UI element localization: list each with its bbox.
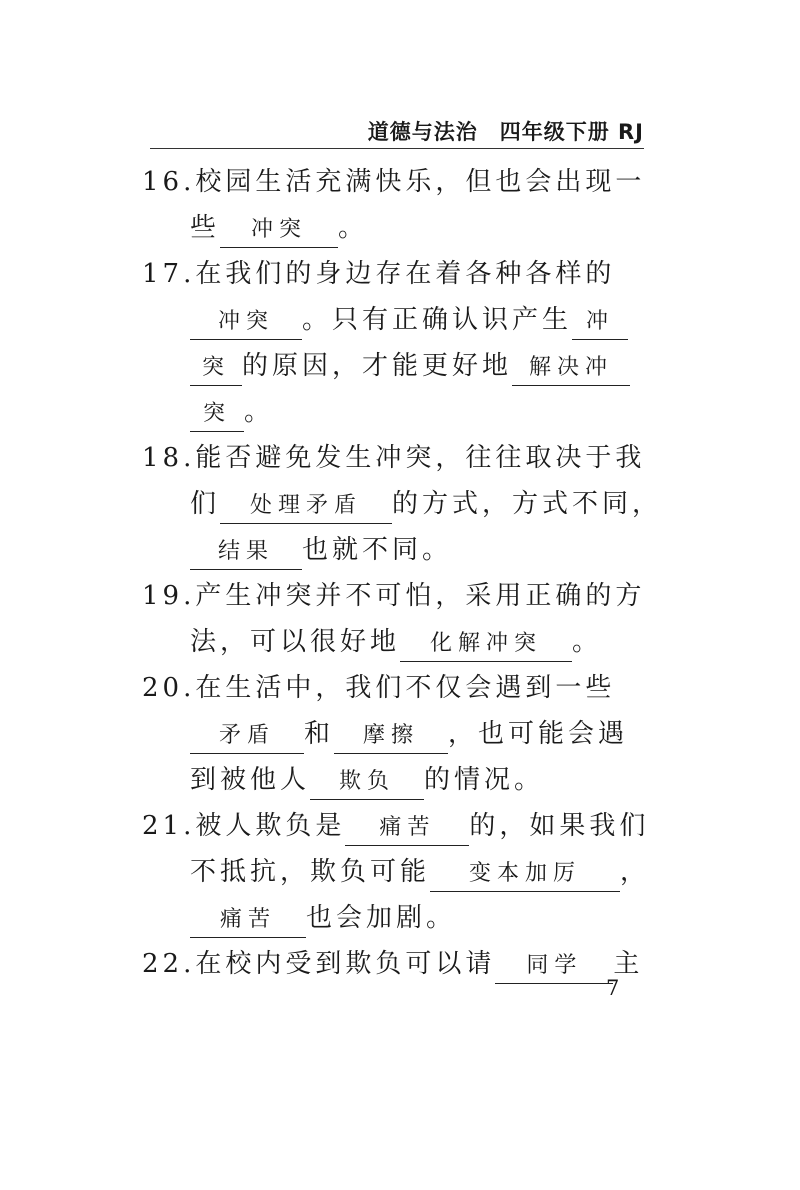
q18-text-2: 们 <box>190 489 221 519</box>
q20-answer-1: 矛盾 <box>190 719 304 754</box>
q18-line-2 <box>190 484 663 524</box>
q20-answer-3: 欺负 <box>310 765 424 800</box>
q20-text-5: 的情况。 <box>424 765 545 795</box>
q21-text: 被人欺负是 <box>195 811 346 841</box>
q20-text-4: 到被他人 <box>190 765 311 795</box>
q19-number: 19. <box>142 581 196 611</box>
q17-answer-2b: 突 <box>190 351 242 386</box>
q22-text: 在校内受到欺负可以请 <box>195 949 496 979</box>
q19-line-1 <box>142 576 646 616</box>
q22-number: 22. <box>142 949 196 979</box>
q21-line-3 <box>190 898 646 938</box>
q22-answer-1: 同学 <box>495 949 613 984</box>
q18-line-3 <box>190 530 646 570</box>
q19-line-2 <box>190 622 646 662</box>
q16-text: 校园生活充满快乐，但也会出现一 <box>195 167 646 197</box>
q16-text-3: 。 <box>338 213 369 243</box>
q21-text-5: 也会加剧。 <box>306 903 457 933</box>
header-title: 道德与法治 四年级下册 RJ <box>367 120 644 144</box>
q17-line-3 <box>190 346 646 386</box>
q21-text-2: 的，如果我们 <box>469 811 650 841</box>
q20-line-2 <box>190 714 646 754</box>
q20-number: 20. <box>142 673 196 703</box>
q17-line-4 <box>190 392 646 432</box>
q21-answer-1: 痛苦 <box>345 811 469 846</box>
q21-answer-3: 痛苦 <box>190 903 306 938</box>
q17-line-2 <box>190 300 646 340</box>
q17-line-1 <box>142 254 616 294</box>
q18-text-3: 的方式，方式不同， <box>392 489 663 519</box>
q20-text-3: ，也可能会遇 <box>448 719 629 749</box>
q19-answer-1: 化解冲突 <box>400 627 572 662</box>
q17-answer-1: 冲突 <box>190 305 302 340</box>
q16-line-2 <box>190 208 646 248</box>
q17-text-3: 的原因，才能更好地 <box>242 351 513 381</box>
q21-text-4: ， <box>620 857 651 887</box>
q20-line-1 <box>142 668 616 708</box>
q16-text-2: 些 <box>190 213 221 243</box>
q19-text-2: 法，可以很好地 <box>190 627 401 657</box>
q18-text-4: 也就不同。 <box>302 535 453 565</box>
q17-text: 在我们的身边存在着各种各样的 <box>195 259 616 289</box>
q20-line-3 <box>190 760 646 800</box>
q17-text-2: 。只有正确认识产生 <box>302 305 573 335</box>
q21-answer-2: 变本加厉 <box>430 857 620 892</box>
q19-text-3: 。 <box>572 627 603 657</box>
q17-answer-3b: 突 <box>190 397 244 432</box>
q22-text-2: 主 <box>613 949 644 979</box>
q17-answer-3a: 解决冲 <box>512 351 630 386</box>
q16-number: 16. <box>142 167 196 197</box>
q18-answer-1: 处理矛盾 <box>220 489 392 524</box>
q20-text: 在生活中，我们不仅会遇到一些 <box>195 673 616 703</box>
q20-answer-2: 摩擦 <box>334 719 448 754</box>
q18-number: 18. <box>142 443 196 473</box>
q18-answer-2: 结果 <box>190 535 302 570</box>
q21-line-1 <box>142 806 650 846</box>
q21-line-2 <box>190 852 651 892</box>
page-number: 7 <box>606 976 620 1000</box>
q22-line-1 <box>142 944 644 984</box>
q21-text-3: 不抵抗，欺负可能 <box>190 857 431 887</box>
q18-line-1 <box>142 438 646 478</box>
q17-number: 17. <box>142 259 196 289</box>
q20-text-2: 和 <box>304 719 335 749</box>
page-header <box>150 110 644 149</box>
q21-number: 21. <box>142 811 196 841</box>
q17-text-4: 。 <box>244 397 275 427</box>
q16-line-1 <box>142 162 646 202</box>
q16-answer-1: 冲突 <box>220 213 338 248</box>
q19-text: 产生冲突并不可怕，采用正确的方 <box>195 581 646 611</box>
q17-answer-2a: 冲 <box>572 305 628 340</box>
q18-text: 能否避免发生冲突，往往取决于我 <box>195 443 646 473</box>
